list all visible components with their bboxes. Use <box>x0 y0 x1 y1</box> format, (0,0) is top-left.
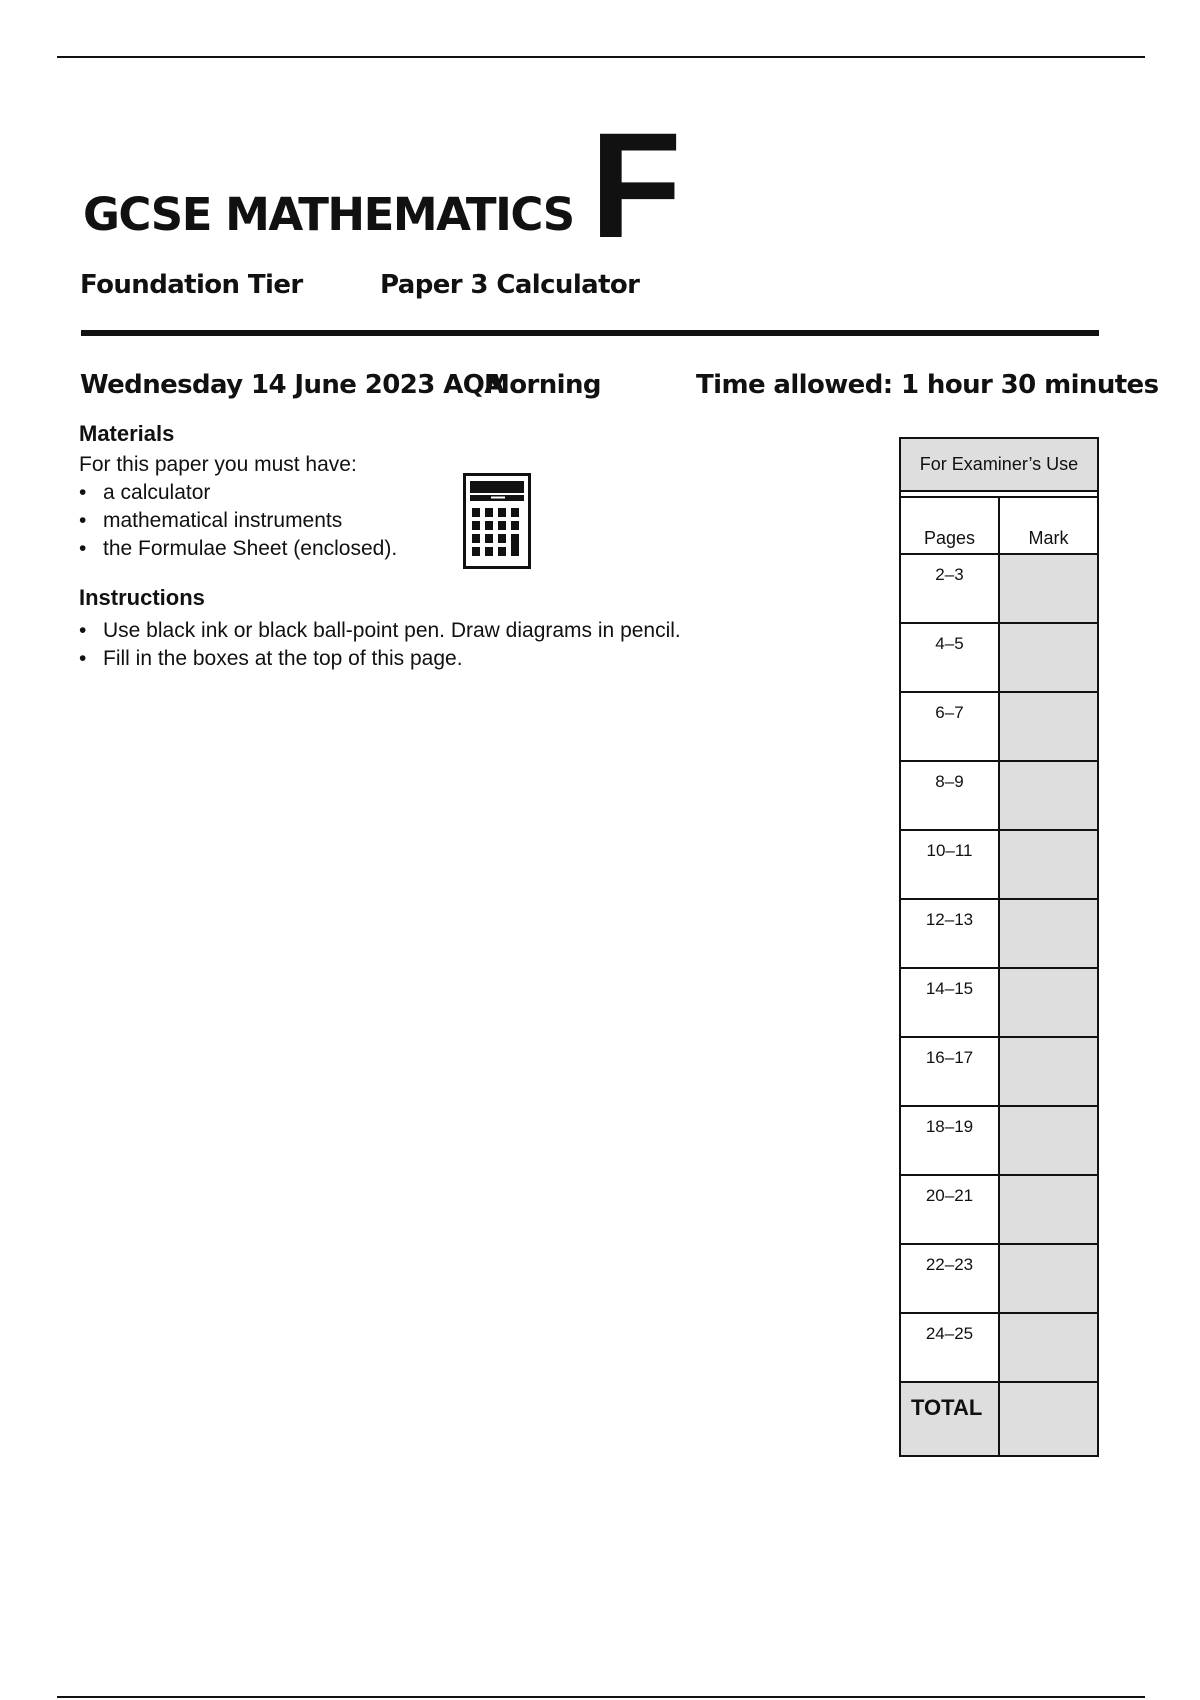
mark-cell[interactable] <box>999 554 1098 623</box>
list-item: • Use black ink or black ball-point pen. Draw diagrams in pencil. <box>79 617 681 645</box>
pages-cell: 6–7 <box>900 692 999 761</box>
bottom-rule <box>57 1696 1145 1698</box>
pages-cell: 18–19 <box>900 1106 999 1175</box>
mark-cell[interactable] <box>999 968 1098 1037</box>
mark-cell[interactable] <box>999 1175 1098 1244</box>
list-item: • mathematical instruments <box>79 507 397 535</box>
pages-cell: 24–25 <box>900 1313 999 1382</box>
total-mark-cell[interactable] <box>999 1382 1098 1456</box>
mark-cell[interactable] <box>999 1106 1098 1175</box>
mark-cell[interactable] <box>999 899 1098 968</box>
list-item: • a calculator <box>79 479 397 507</box>
total-row <box>900 1382 1098 1456</box>
total-label: TOTAL <box>900 1382 999 1456</box>
exam-title: GCSE MATHEMATICS <box>83 188 574 241</box>
mark-cell[interactable] <box>999 1037 1098 1106</box>
table-row <box>900 1244 1098 1313</box>
table-row <box>900 899 1098 968</box>
mark-cell[interactable] <box>999 623 1098 692</box>
table-row <box>900 623 1098 692</box>
examiner-table-title: For Examiner’s Use <box>900 438 1098 491</box>
list-item: • the Formulae Sheet (enclosed). <box>79 535 397 563</box>
mark-cell[interactable] <box>999 692 1098 761</box>
paper-label: Paper 3 Calculator <box>380 270 640 300</box>
pages-cell: 20–21 <box>900 1175 999 1244</box>
pages-cell: 8–9 <box>900 761 999 830</box>
table-row <box>900 554 1098 623</box>
table-row <box>900 1037 1098 1106</box>
mark-cell[interactable] <box>999 1313 1098 1382</box>
mark-cell[interactable] <box>999 1244 1098 1313</box>
instructions-list <box>79 617 681 673</box>
pages-cell: 4–5 <box>900 623 999 692</box>
table-row <box>900 830 1098 899</box>
tier-letter: F <box>590 101 682 269</box>
header-divider <box>81 330 1099 336</box>
pages-cell: 16–17 <box>900 1037 999 1106</box>
instructions-heading: Instructions <box>79 585 205 610</box>
pages-cell: 10–11 <box>900 830 999 899</box>
calculator-icon <box>463 473 531 569</box>
list-item: • Fill in the boxes at the top of this page. <box>79 645 681 673</box>
table-row <box>900 692 1098 761</box>
table-row <box>900 761 1098 830</box>
table-row <box>900 968 1098 1037</box>
pages-cell: 22–23 <box>900 1244 999 1313</box>
time-allowed: Time allowed: 1 hour 30 minutes <box>696 370 1159 400</box>
pages-column-header: Pages <box>900 497 999 554</box>
examiner-table <box>899 437 1099 1457</box>
tier-label: Foundation Tier <box>80 270 303 300</box>
materials-heading: Materials <box>79 421 175 446</box>
mark-cell[interactable] <box>999 830 1098 899</box>
table-row <box>900 1175 1098 1244</box>
mark-column-header: Mark <box>999 497 1098 554</box>
top-rule <box>57 56 1145 58</box>
exam-date: Wednesday 14 June 2023 AQA <box>80 370 504 400</box>
pages-cell: 2–3 <box>900 554 999 623</box>
materials-list <box>79 479 397 563</box>
pages-cell: 12–13 <box>900 899 999 968</box>
materials-intro: For this paper you must have: <box>79 453 357 476</box>
pages-cell: 14–15 <box>900 968 999 1037</box>
table-row <box>900 1106 1098 1175</box>
exam-session: Morning <box>484 370 601 400</box>
mark-cell[interactable] <box>999 761 1098 830</box>
table-row <box>900 1313 1098 1382</box>
